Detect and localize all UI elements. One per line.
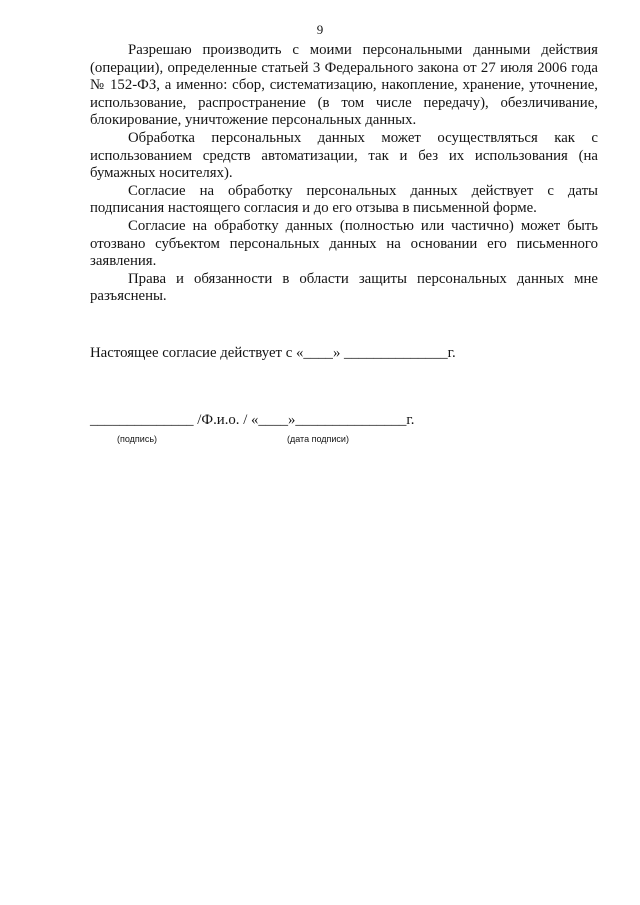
paragraph-rights-explained: Права и обязанности в области защиты персональных данных мне разъяснены. (90, 270, 598, 305)
consent-validity-line: Настоящее согласие действует с «____» ______________г. (90, 345, 456, 361)
page-number: 9 (316, 22, 324, 37)
paragraph-processing-methods: Обработка персональных данных может осуществляться как с использованием средств автоматизации, так и без их использования (на бумажных носителях). (90, 129, 598, 182)
signature-date-caption: (дата подписи) (287, 434, 349, 444)
consent-text (90, 42, 598, 306)
paragraph-processing-actions: Разрешаю производить с моими персональными данными действия (операции), определенные статьей 3 Федерального закона от 27 июля 2006 года № 152-ФЗ, а именно: сбор, систематизацию, накопление, хранение, уточнение, использование, распространение (в том числе передачу), обезличивание, блокирование, уничтожение персональных данных. (90, 42, 598, 129)
paragraph-consent-revocation: Согласие на обработку данных (полностью или частично) может быть отозвано субъектом персональных данных на основании его письменного заявления. (90, 217, 598, 270)
signature-caption: (подпись) (117, 434, 158, 444)
paragraph-consent-duration: Согласие на обработку персональных данных действует с даты подписания настоящего согласия и до его отзыва в письменной форме. (90, 182, 598, 217)
signature-line: ______________ /Ф.и.о. / «____»_______________г. (90, 412, 415, 428)
